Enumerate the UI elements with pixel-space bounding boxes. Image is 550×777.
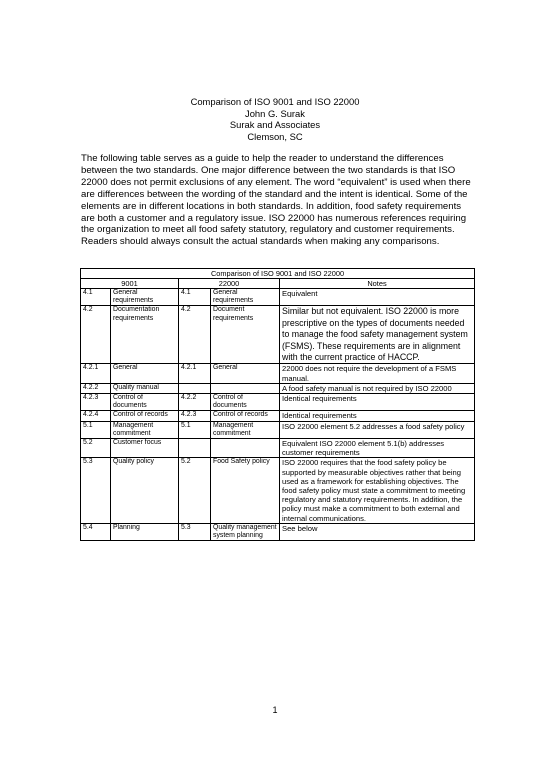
clause-title-22000 [211, 383, 280, 393]
clause-title-9001: Planning [111, 523, 179, 540]
table-row [81, 411, 475, 421]
clause-title-22000: Document requirements [211, 306, 280, 364]
clause-title-22000: Quality management system planning [211, 523, 280, 540]
author-name: John G. Surak [245, 107, 305, 119]
clause-number-9001: 4.2.3 [81, 394, 111, 411]
location: Clemson, SC [247, 130, 303, 142]
clause-title-9001: Control of documents [111, 394, 179, 411]
column-header-notes: Notes [280, 279, 475, 289]
clause-number-22000: 5.1 [179, 421, 211, 438]
clause-number-9001: 4.2.2 [81, 383, 111, 393]
clause-title-22000: Management commitment [211, 421, 280, 438]
table-row [81, 383, 475, 393]
comparison-note: See below [280, 523, 475, 540]
comparison-note: Identical requirements [280, 394, 475, 411]
clause-number-22000: 4.2.1 [179, 364, 211, 383]
clause-title-22000: Control of records [211, 411, 280, 421]
table-row [81, 439, 475, 458]
comparison-note: A food safety manual is not required by ISO 22000 [280, 383, 475, 393]
page-number: 1 [272, 705, 278, 715]
clause-number-22000: 4.2.2 [179, 394, 211, 411]
clause-number-9001: 5.2 [81, 439, 111, 458]
clause-title-22000 [211, 439, 280, 458]
clause-title-22000: Control of documents [211, 394, 280, 411]
clause-number-22000: 4.2.3 [179, 411, 211, 421]
table-row [81, 364, 475, 383]
clause-number-22000: 4.2 [179, 306, 211, 364]
clause-number-22000 [179, 383, 211, 393]
clause-title-22000: Food Safety policy [211, 458, 280, 523]
comparison-note: Equivalent [280, 289, 475, 306]
column-header-9001: 9001 [81, 279, 179, 289]
table-title: Comparison of ISO 9001 and ISO 22000 [81, 269, 475, 279]
clause-number-9001: 4.1 [81, 289, 111, 306]
table-row [81, 394, 475, 411]
clause-title-9001: Customer focus [111, 439, 179, 458]
clause-number-9001: 4.2.1 [81, 364, 111, 383]
comparison-note: ISO 22000 element 5.2 addresses a food safety policy [280, 421, 475, 438]
clause-title-9001: Quality policy [111, 458, 179, 523]
document-header [0, 96, 550, 142]
document-title: Comparison of ISO 9001 and ISO 22000 [190, 96, 360, 107]
clause-number-9001: 5.3 [81, 458, 111, 523]
clause-title-9001: Management commitment [111, 421, 179, 438]
clause-number-22000: 4.1 [179, 289, 211, 306]
clause-title-9001: Documentation requirements [111, 306, 179, 364]
intro-paragraph: The following table serves as a guide to help the reader to understand the differences between the two standards. One major difference between the two standards is that ISO 22000 does not permit exclusions of any element. The word “equivalent” is used when there are differences between the wording of the standard and the intent is identical. Some of the elements are in different locations in both standards. In addition, food safety requirements are both a customer and a regulatory issue. ISO 22000 has numerous references requiring the organization to meet all food safety statutory, regulatory and customer requirements. Readers should always consult the actual standards when making any comparisons. [81, 153, 471, 248]
table-header-row [81, 279, 475, 289]
clause-number-22000: 5.3 [179, 523, 211, 540]
clause-title-9001: General [111, 364, 179, 383]
clause-number-9001: 5.1 [81, 421, 111, 438]
comparison-table [80, 268, 475, 541]
clause-title-9001: Control of records [111, 411, 179, 421]
clause-title-9001: Quality manual [111, 383, 179, 393]
clause-number-22000: 5.2 [179, 458, 211, 523]
clause-number-9001: 4.2.4 [81, 411, 111, 421]
comparison-note: Equivalent ISO 22000 element 5.1(b) addresses customer requirements [280, 439, 475, 458]
table-row [81, 421, 475, 438]
clause-title-22000: General [211, 364, 280, 383]
clause-title-22000: General requirements [211, 289, 280, 306]
company-name: Surak and Associates [229, 119, 321, 131]
table-row [81, 523, 475, 540]
clause-number-22000 [179, 439, 211, 458]
clause-number-9001: 5.4 [81, 523, 111, 540]
table-row [81, 306, 475, 364]
clause-title-9001: General requirements [111, 289, 179, 306]
table-row [81, 289, 475, 306]
comparison-note: 22000 does not require the development of a FSMS manual. [280, 364, 475, 383]
table-row [81, 458, 475, 523]
comparison-note: Identical requirements [280, 411, 475, 421]
comparison-note: Similar but not equivalent. ISO 22000 is more prescriptive on the types of documents needed to manage the food safety management system (FSMS). These requirements are in alignment with the current practice of HACCP. [280, 306, 475, 364]
comparison-note: ISO 22000 requires that the food safety policy be supported by measurable objectives rather that being used as a framework for establishing objectives. The food safety policy must state a commitment to meeting regulatory and statutory requirements. In addition, the policy must make a commitment to both external and internal communications. [280, 458, 475, 523]
column-header-22000: 22000 [179, 279, 280, 289]
table-title-row [81, 269, 475, 279]
clause-number-9001: 4.2 [81, 306, 111, 364]
